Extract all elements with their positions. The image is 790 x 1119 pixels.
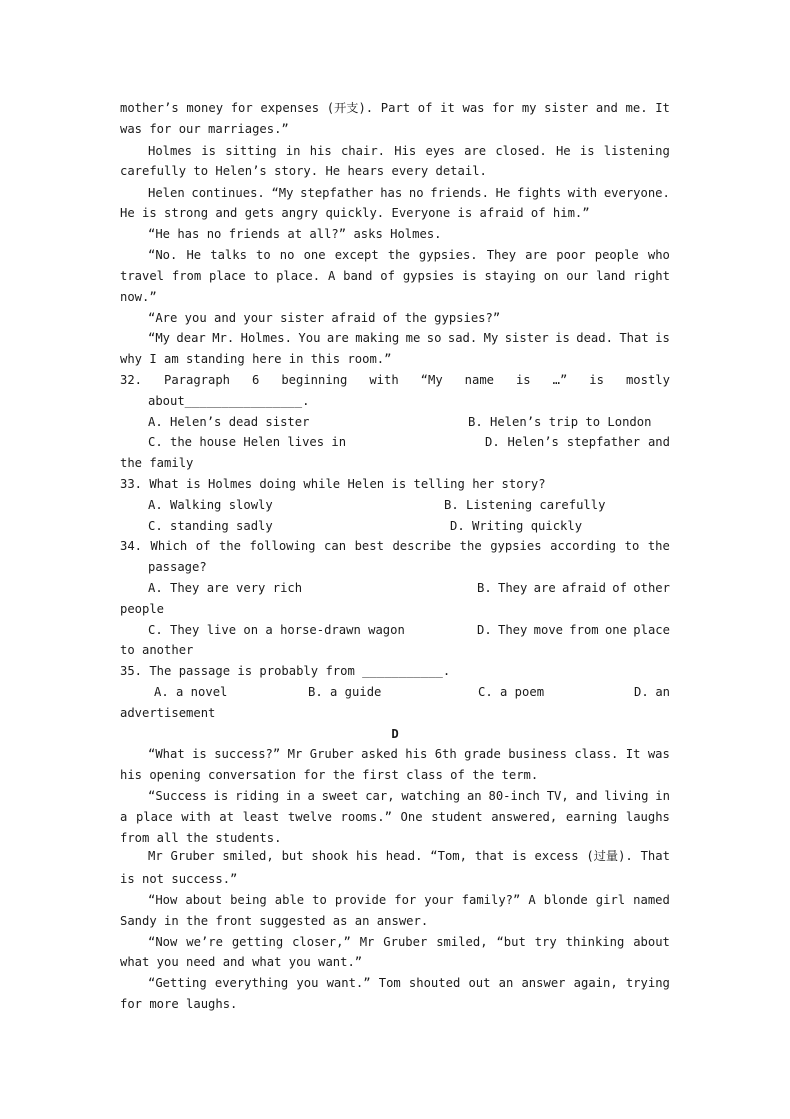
word: are (326, 331, 349, 345)
option-d: D. Writing quickly (450, 519, 583, 533)
text-line: from all the students. (120, 831, 282, 845)
word: is (462, 269, 477, 283)
word: named (633, 893, 670, 907)
word: continues. (191, 186, 265, 200)
word: laughs (625, 810, 670, 824)
word: My (483, 331, 499, 345)
word: “No. (148, 248, 178, 262)
word: shook (311, 849, 349, 863)
word: Helen’s (507, 435, 559, 449)
word: our (566, 269, 589, 283)
option-row (148, 497, 670, 513)
word: out (468, 976, 491, 990)
text-line (148, 746, 670, 762)
word: trying (625, 976, 670, 990)
word: is (579, 144, 595, 158)
word: excess (534, 849, 579, 863)
text-line (148, 330, 670, 346)
text-line: for more laughs. (120, 997, 238, 1011)
word: friends. (430, 186, 489, 200)
word: success?” (214, 747, 281, 761)
text-line: “Are you and your sister afraid of the gypsies?” (148, 311, 501, 325)
word: is (655, 331, 670, 345)
question-stem: passage? (148, 560, 207, 574)
word: about (185, 893, 223, 907)
word: except (334, 248, 379, 262)
word: of (195, 539, 211, 553)
word: 32. (120, 373, 143, 387)
word: expenses (260, 101, 320, 115)
word: “My (148, 331, 171, 345)
word: Part (380, 101, 411, 115)
option-b (477, 580, 670, 596)
word: an (498, 976, 514, 990)
word: everything (214, 976, 289, 990)
section-heading: D (391, 727, 399, 741)
text-line: carefully to Helen’s story. He hears every detail. (120, 164, 487, 178)
word: with (181, 810, 211, 824)
word: again, (573, 976, 618, 990)
word: chair. (340, 144, 385, 158)
word: “Tom, (430, 849, 467, 863)
word: gypsies (402, 269, 455, 283)
word: on (543, 269, 559, 283)
question-stem: 33. What is Holmes doing while Helen is telling her story? (120, 477, 546, 491)
word: are (533, 581, 556, 595)
option-a: A. Walking slowly (148, 498, 273, 512)
word: was (647, 747, 670, 761)
word: that (474, 849, 505, 863)
text-line (148, 892, 670, 908)
word: It (655, 101, 670, 115)
word: to (253, 269, 269, 283)
word: student (431, 810, 483, 824)
word: his (355, 849, 378, 863)
word: least (242, 810, 280, 824)
word: His (394, 144, 417, 158)
word: They (486, 248, 517, 262)
text-line: was for our marriages.” (120, 122, 289, 136)
word: a (307, 789, 315, 803)
option-row (148, 580, 670, 596)
word: is (213, 789, 229, 803)
word: He (186, 248, 202, 262)
word: his (405, 747, 428, 761)
word: move (533, 623, 563, 637)
word: D. (485, 435, 500, 449)
word: thinking (565, 935, 625, 949)
word: no (408, 186, 424, 200)
word: “Success (148, 789, 207, 803)
word: is (555, 331, 570, 345)
word: the (459, 539, 482, 553)
option-row (148, 434, 670, 450)
word: “Now (148, 935, 178, 949)
option-row (148, 518, 670, 534)
option-row (154, 684, 670, 700)
word: 6 (252, 373, 260, 387)
question-stem (120, 372, 670, 388)
word: land (596, 269, 626, 283)
word: sister (504, 331, 549, 345)
question-stem: 35. The passage is probably from ___________. (120, 664, 451, 678)
word: sad. (447, 331, 478, 345)
word: getting (231, 935, 284, 949)
word: an (466, 789, 482, 803)
text-line (148, 848, 670, 864)
word: is (201, 144, 216, 158)
word: He (555, 144, 571, 158)
word: everyone. (603, 186, 670, 200)
text-line (120, 809, 670, 825)
word: an (655, 685, 670, 699)
word: smiled, (436, 935, 488, 949)
word: can (324, 539, 347, 553)
word: with (567, 186, 598, 200)
word: at (219, 810, 234, 824)
word: asked (361, 747, 398, 761)
word: and (647, 435, 670, 449)
word: from (569, 623, 599, 637)
word: his (309, 144, 332, 158)
word: He (495, 186, 511, 200)
text-line: Sandy in the front suggested as an answer. (120, 914, 429, 928)
word: about (633, 935, 670, 949)
option-d (477, 622, 670, 638)
word: according (550, 539, 617, 553)
word: “How (148, 893, 178, 907)
word: the (647, 539, 670, 553)
word: making (355, 331, 400, 345)
word: me (405, 331, 421, 345)
word: being (230, 893, 267, 907)
word: of (380, 269, 395, 283)
option-c: C. the house Helen lives in (148, 435, 347, 449)
word: sitting (225, 144, 277, 158)
word: You (298, 331, 321, 345)
word: but (281, 849, 304, 863)
word: following (249, 539, 316, 553)
word: Gruber (309, 747, 354, 761)
word: living (604, 789, 649, 803)
word: in (285, 144, 301, 158)
word: They (497, 623, 528, 637)
word: in (285, 789, 301, 803)
word: grade (464, 747, 501, 761)
word: “Getting (148, 976, 207, 990)
option-d (485, 434, 670, 450)
word: one (303, 248, 326, 262)
option-a: A. Helen’s dead sister (148, 415, 310, 429)
word: dead. (576, 331, 613, 345)
word: 6th (434, 747, 457, 761)
option-d-cont: the family (120, 456, 194, 470)
word: other (633, 581, 670, 595)
word: Mr (148, 849, 163, 863)
option-c: C. a poem (478, 685, 545, 699)
word: is (515, 373, 531, 387)
word: we’re (186, 935, 223, 949)
word: B. (477, 581, 492, 595)
word: people (594, 248, 639, 262)
word: That (619, 331, 649, 345)
word: listening (603, 144, 670, 158)
word: gypsies (490, 539, 542, 553)
text-line (120, 268, 670, 284)
word: mother’s (120, 101, 179, 115)
word: dear (176, 331, 206, 345)
word: Gruber (383, 935, 428, 949)
word: TV, (546, 789, 569, 803)
word: blonde (543, 893, 588, 907)
word: from (171, 269, 202, 283)
word: “My (420, 373, 443, 387)
word: mostly (625, 373, 670, 387)
word: D. (477, 623, 492, 637)
word: One (400, 810, 423, 824)
word: …” (552, 373, 568, 387)
word: it (440, 101, 455, 115)
text-line (120, 100, 670, 116)
text-line (148, 934, 670, 950)
text-line: what you need and what you want.” (120, 955, 363, 969)
word: you (296, 976, 319, 990)
word: want.” (326, 976, 371, 990)
option-row (148, 414, 670, 430)
word: has (380, 186, 403, 200)
word: so (426, 331, 442, 345)
word: a (120, 810, 128, 824)
word: in (655, 789, 670, 803)
word: class. (574, 747, 619, 761)
option-a: A. a novel (154, 685, 228, 699)
word: place (135, 810, 173, 824)
word: for (230, 101, 253, 115)
word: Holmes. (240, 331, 292, 345)
word: right (633, 269, 670, 283)
text-line (148, 185, 670, 201)
word: sweet (321, 789, 359, 803)
text-line (148, 975, 670, 991)
option-c: C. standing sadly (148, 519, 273, 533)
word: 80-inch (488, 789, 540, 803)
word: “My (271, 186, 294, 200)
text-line (148, 788, 670, 804)
word: D. (634, 685, 649, 699)
word: eyes (425, 144, 455, 158)
word: to (256, 248, 271, 262)
word: try (534, 935, 557, 949)
option-a: A. They are very rich (148, 581, 303, 595)
word: are (464, 144, 487, 158)
word: name (464, 373, 494, 387)
word: is (192, 747, 207, 761)
option-b-cont: people (120, 602, 165, 616)
option-row (148, 622, 670, 638)
option-d-cont: advertisement (120, 706, 216, 720)
word: (过量). (586, 849, 633, 863)
word: closed. (495, 144, 547, 158)
word: the (387, 248, 410, 262)
word: That (640, 849, 670, 863)
question-stem: about________________. (148, 394, 310, 408)
word: for (394, 893, 417, 907)
word: was (462, 101, 485, 115)
word: to (312, 893, 327, 907)
word: money (186, 101, 224, 115)
word: poor (556, 248, 586, 262)
word: afraid (561, 581, 606, 595)
word: riding (235, 789, 280, 803)
word: one (604, 623, 627, 637)
word: Helen (148, 186, 185, 200)
word: Mr (359, 935, 375, 949)
word: girl (595, 893, 626, 907)
word: earning (565, 810, 618, 824)
word: smiled, (222, 849, 274, 863)
word: A (528, 893, 536, 907)
word: car, (365, 789, 395, 803)
word: place (209, 269, 246, 283)
word: A (327, 269, 336, 283)
word: family?” (461, 893, 521, 907)
word: no (279, 248, 295, 262)
word: provide (334, 893, 387, 907)
word: Holmes (148, 144, 193, 158)
word: watching (401, 789, 461, 803)
word: is (512, 849, 527, 863)
word: of (612, 581, 627, 595)
word: shouted (408, 976, 461, 990)
word: place. (276, 269, 321, 283)
word: for (492, 101, 515, 115)
text-line: his opening conversation for the first class of the term. (120, 768, 539, 782)
text-line (148, 143, 670, 159)
word: answered, (491, 810, 558, 824)
word: Tom (378, 976, 401, 990)
word: rooms.” (340, 810, 392, 824)
word: twelve (287, 810, 332, 824)
text-line: He is strong and gets angry quickly. Everyone is afraid of him.” (120, 206, 590, 220)
word: “but (496, 935, 526, 949)
word: is (589, 373, 604, 387)
word: stepfather (566, 435, 641, 449)
text-line: is not success.” (120, 872, 238, 886)
word: stepfather (300, 186, 374, 200)
option-d (634, 684, 670, 700)
word: gypsies. (418, 248, 478, 262)
word: are (525, 248, 548, 262)
word: travel (120, 269, 165, 283)
word: me. (625, 101, 648, 115)
word: It (625, 747, 641, 761)
word: “What (148, 747, 185, 761)
word: sister (544, 101, 589, 115)
word: talks (210, 248, 247, 262)
word: Which (150, 539, 188, 553)
word: answer (521, 976, 566, 990)
word: Gruber (170, 849, 215, 863)
word: business (508, 747, 567, 761)
word: place (633, 623, 670, 637)
option-c: C. They live on a horse-drawn wagon (148, 623, 405, 637)
word: fights (517, 186, 562, 200)
word: head. (385, 849, 423, 863)
word: describe (392, 539, 452, 553)
word: and (575, 789, 598, 803)
option-b: B. Helen’s trip to London (468, 415, 652, 429)
word: your (424, 893, 454, 907)
word: my (521, 101, 537, 115)
word: They (497, 581, 528, 595)
word: beginning (281, 373, 348, 387)
word: band (343, 269, 373, 283)
word: the (218, 539, 241, 553)
option-d-cont: to another (120, 643, 194, 657)
word: able (274, 893, 305, 907)
word: who (647, 248, 670, 262)
text-line (148, 247, 670, 263)
word: 34. (120, 539, 143, 553)
text-line: now.” (120, 290, 157, 304)
word: best (354, 539, 384, 553)
text-line: “He has no friends at all?” asks Holmes. (148, 227, 442, 241)
word: closer,” (292, 935, 351, 949)
word: and (595, 101, 618, 115)
word: staying (484, 269, 536, 283)
option-b: B. a guide (308, 685, 382, 699)
word: of (417, 101, 433, 115)
word: Paragraph (163, 373, 231, 387)
word: to (624, 539, 640, 553)
word: with (369, 373, 399, 387)
word: (开支). (326, 101, 374, 115)
word: Mr (287, 747, 303, 761)
word: Mr. (212, 331, 235, 345)
text-line: why I am standing here in this room.” (120, 352, 392, 366)
option-b: B. Listening carefully (444, 498, 606, 512)
question-stem (120, 538, 670, 554)
